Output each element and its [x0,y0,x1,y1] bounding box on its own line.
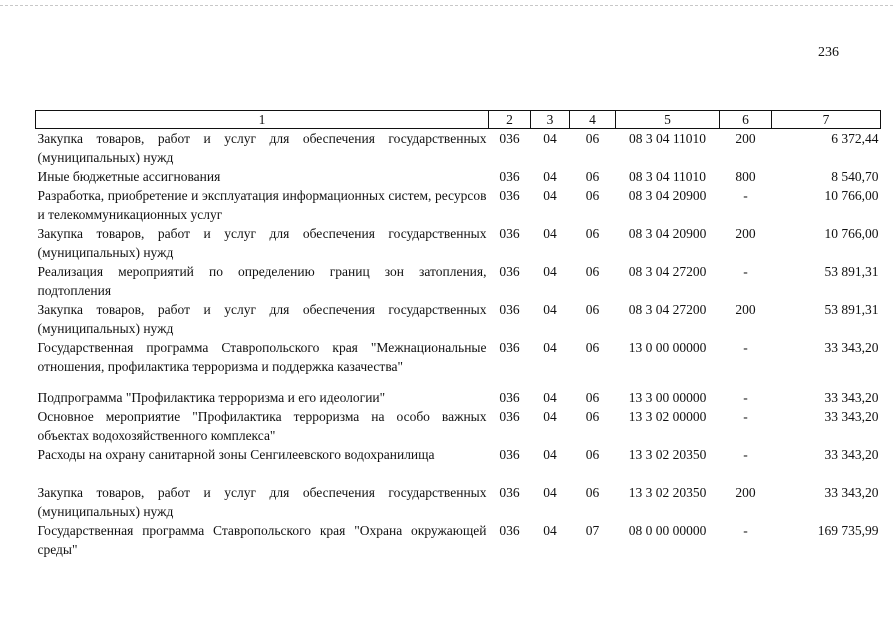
header-col-4: 4 [570,111,616,129]
row-amount: 10 766,00 [824,226,879,241]
table-row [36,338,881,388]
row-subsection: 06 [585,447,600,462]
row-code: 036 [499,188,520,203]
row-name: Государственная программа Ставропольского края "Межнациональные отношения, профилактика терроризма и поддержка казачества" [37,340,487,374]
table-row [36,262,881,300]
row-target: 08 0 00 00000 [628,523,707,538]
row-amount: 33 343,20 [824,447,879,462]
row-name: Закупка товаров, работ и услуг для обеспечения государственных (муниципальных) нужд [37,302,487,336]
row-section: 04 [543,302,557,317]
row-name: Разработка, приобретение и эксплуатация информационных систем, ресурсов и телекоммуникационных услуг [37,188,487,222]
row-name: Реализация мероприятий по определению границ зон затопления, подтопления [37,264,487,298]
row-amount: 53 891,31 [824,302,879,317]
row-name: Расходы на охрану санитарной зоны Сенгилеевского водохранилища [37,447,435,462]
row-section: 04 [543,409,557,424]
row-subsection: 06 [585,409,600,424]
row-code: 036 [499,169,520,184]
row-subsection: 06 [585,340,600,355]
row-name: Подпрограмма "Профилактика терроризма и его идеологии" [37,390,386,405]
row-target: 08 3 04 11010 [628,131,707,146]
row-section: 04 [543,226,557,241]
row-target: 08 3 04 11010 [628,169,707,184]
row-target: 13 3 02 20350 [628,485,707,500]
table-row [36,388,881,407]
row-section: 04 [543,523,557,538]
row-name: Закупка товаров, работ и услуг для обеспечения государственных (муниципальных) нужд [37,226,487,260]
table-row [36,483,881,521]
header-col-5: 5 [616,111,720,129]
row-code: 036 [499,485,520,500]
row-amount: 33 343,20 [824,409,879,424]
row-expense-type: - [743,390,748,405]
row-expense-type: 200 [735,485,756,500]
row-name: Государственная программа Ставропольского края "Охрана окружающей среды" [37,523,487,557]
row-expense-type: - [743,188,748,203]
row-section: 04 [543,340,557,355]
row-amount: 10 766,00 [824,188,879,203]
row-section: 04 [543,188,557,203]
row-expense-type: 800 [735,169,756,184]
table-row [36,129,881,168]
row-section: 04 [543,169,557,184]
header-col-7: 7 [772,111,881,129]
row-section: 04 [543,447,557,462]
row-expense-type: - [743,264,748,279]
row-expense-type: - [743,447,748,462]
row-target: 08 3 04 20900 [628,226,707,241]
row-name: Закупка товаров, работ и услуг для обеспечения государственных (муниципальных) нужд [37,131,487,165]
row-section: 04 [543,131,557,146]
table-row [36,167,881,186]
page-top-edge [0,5,893,6]
row-code: 036 [499,131,520,146]
row-name: Иные бюджетные ассигнования [37,169,221,184]
row-target: 08 3 04 20900 [628,188,707,203]
table-row [36,300,881,338]
row-subsection: 06 [585,485,600,500]
row-subsection: 06 [585,390,600,405]
row-expense-type: - [743,340,748,355]
row-target: 08 3 04 27200 [628,302,707,317]
row-code: 036 [499,390,520,405]
row-target: 13 3 00 00000 [628,390,707,405]
table-row [36,407,881,445]
row-target: 08 3 04 27200 [628,264,707,279]
row-subsection: 06 [585,131,600,146]
header-col-6: 6 [720,111,772,129]
row-code: 036 [499,264,520,279]
header-row [36,111,881,129]
row-code: 036 [499,447,520,462]
row-section: 04 [543,485,557,500]
row-subsection: 06 [585,188,600,203]
row-subsection: 06 [585,302,600,317]
row-section: 04 [543,264,557,279]
header-col-3: 3 [531,111,570,129]
row-amount: 33 343,20 [824,340,879,355]
row-target: 13 3 02 20350 [628,447,707,462]
row-expense-type: 200 [735,302,756,317]
row-name: Закупка товаров, работ и услуг для обеспечения государственных (муниципальных) нужд [37,485,487,519]
row-code: 036 [499,523,520,538]
row-subsection: 06 [585,169,600,184]
page-number: 236 [818,45,839,60]
row-amount: 33 343,20 [824,485,879,500]
row-code: 036 [499,340,520,355]
row-code: 036 [499,302,520,317]
row-amount: 33 343,20 [824,390,879,405]
row-expense-type: 200 [735,226,756,241]
row-expense-type: 200 [735,131,756,146]
header-col-1: 1 [36,111,489,129]
row-amount: 6 372,44 [831,131,879,146]
row-amount: 8 540,70 [831,169,879,184]
budget-table [35,110,881,559]
row-target: 13 3 02 00000 [628,409,707,424]
row-subsection: 06 [585,226,600,241]
row-code: 036 [499,226,520,241]
row-expense-type: - [743,409,748,424]
table-row [36,224,881,262]
table-row [36,521,881,559]
row-subsection: 06 [585,264,600,279]
row-code: 036 [499,409,520,424]
row-target: 13 0 00 00000 [628,340,707,355]
row-amount: 53 891,31 [824,264,879,279]
table-row [36,445,881,483]
row-name: Основное мероприятие "Профилактика терроризма на особо важных объектах водохозяйственного комплекса" [37,409,487,443]
header-col-2: 2 [489,111,531,129]
row-subsection: 07 [585,523,600,538]
row-expense-type: - [743,523,748,538]
row-amount: 169 735,99 [817,523,879,538]
table-row [36,186,881,224]
row-section: 04 [543,390,557,405]
